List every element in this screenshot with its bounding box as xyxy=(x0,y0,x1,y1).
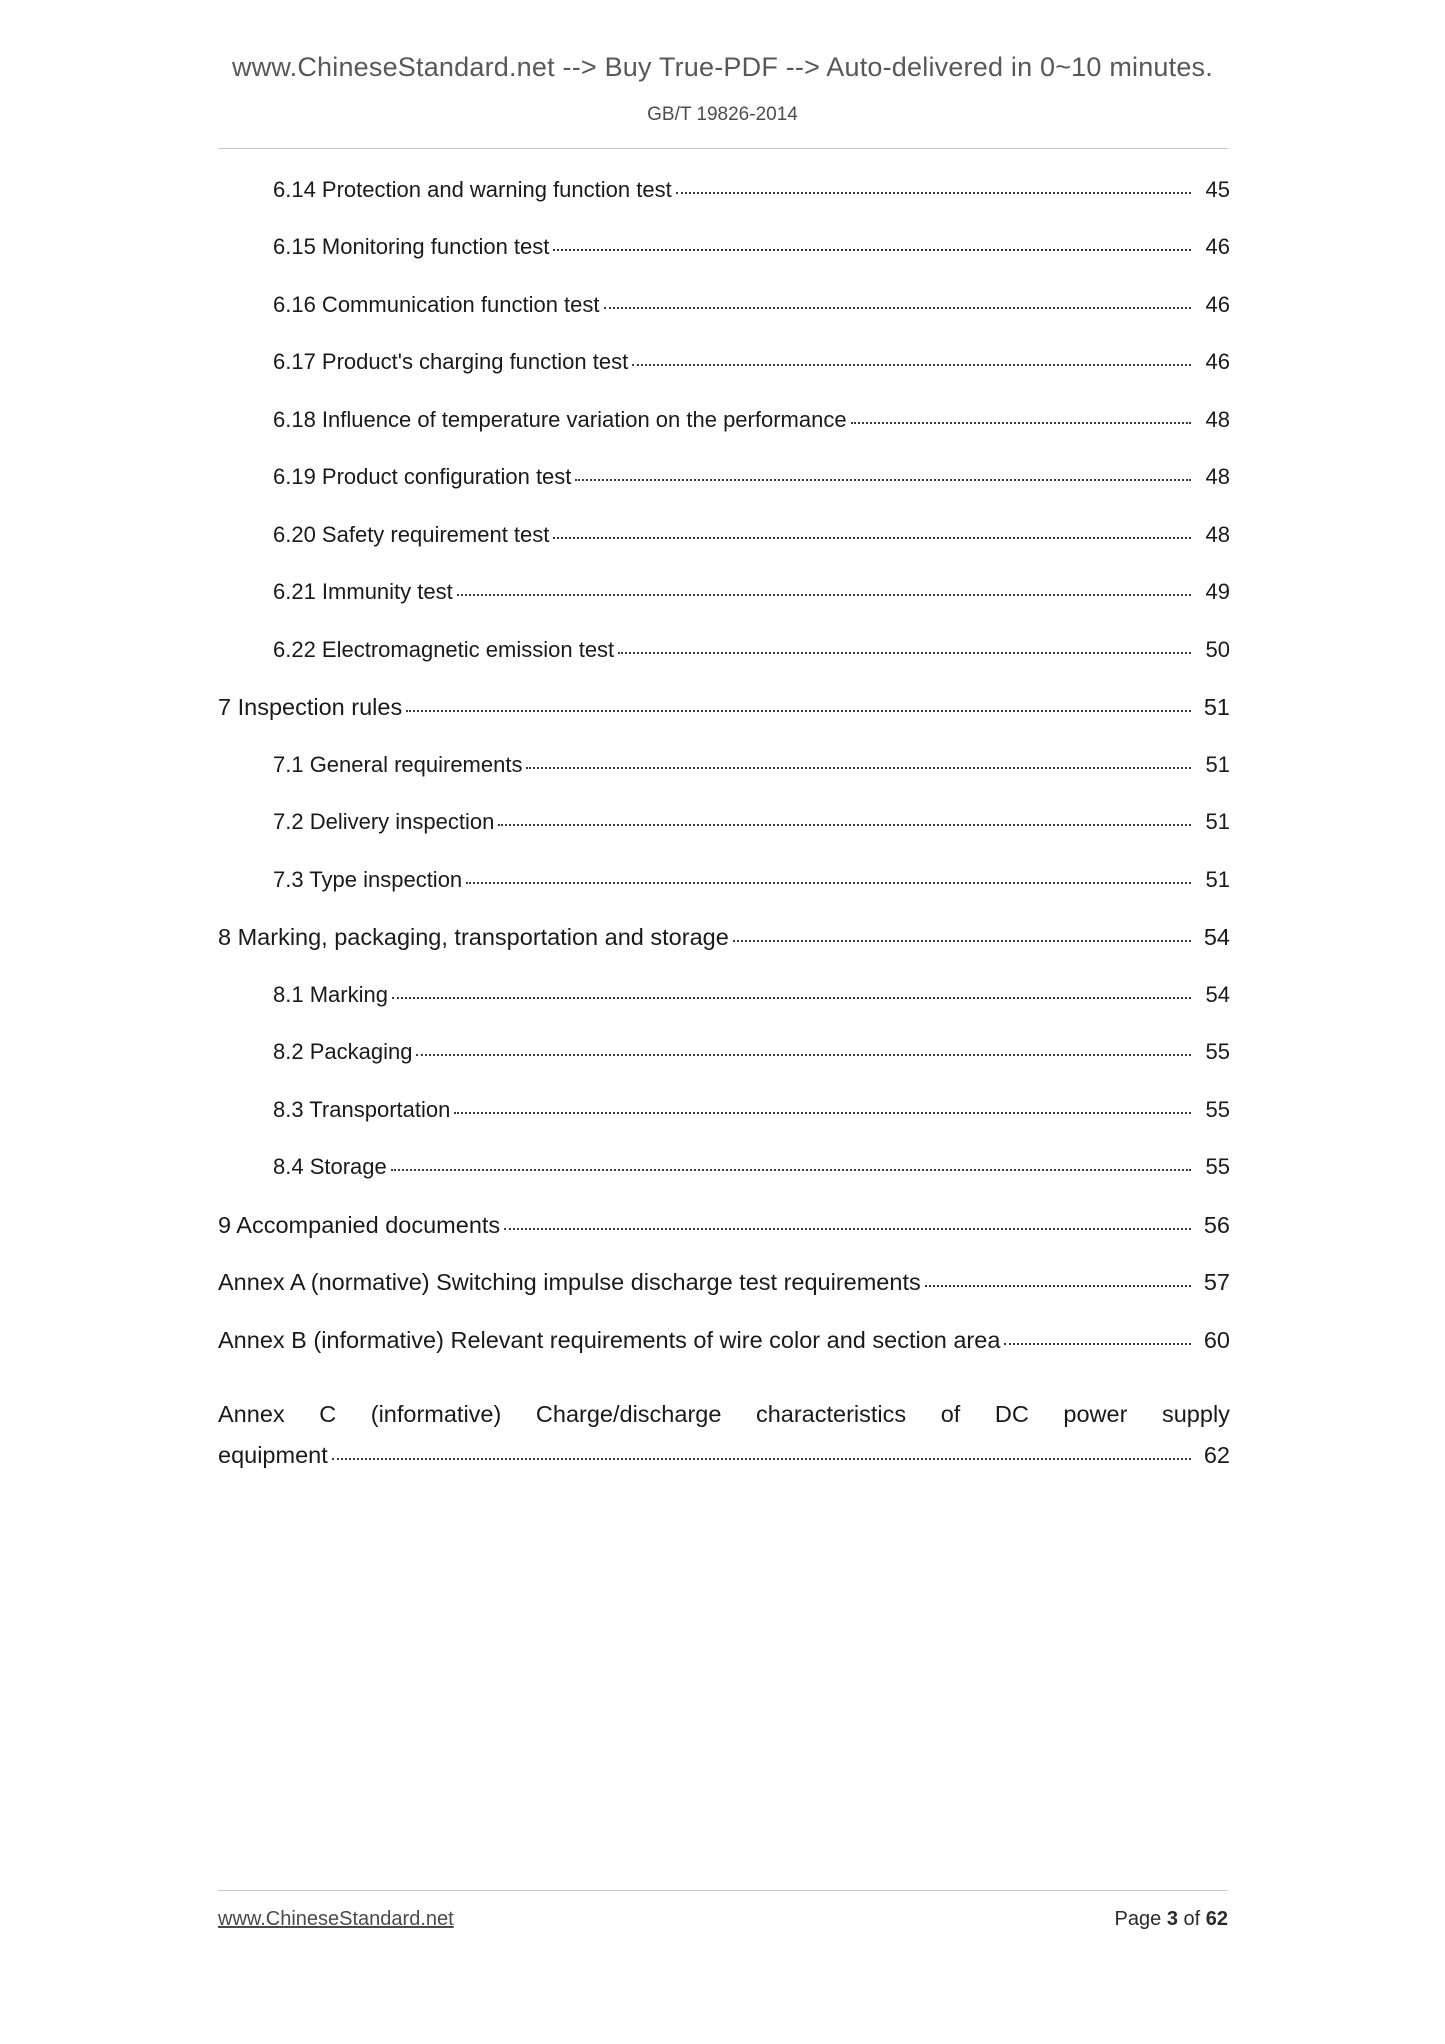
toc-entry-page: 51 xyxy=(1205,751,1230,777)
toc-entry[interactable] xyxy=(218,868,1230,926)
toc-leader-dots xyxy=(553,520,1191,539)
toc-entry[interactable] xyxy=(218,1213,1230,1271)
toc-entry-label: 6.17 Product's charging function test xyxy=(273,349,629,374)
toc-entry-label: 8.3 Transportation xyxy=(273,1096,451,1122)
toc-leader-dots xyxy=(733,923,1191,943)
toc-entry-label: 6.20 Safety requirement test xyxy=(273,521,550,547)
toc-entry[interactable] xyxy=(218,466,1230,524)
toc-entry[interactable] xyxy=(218,1328,1230,1386)
footer-page-prefix: Page xyxy=(1114,1908,1162,1930)
toc-entry-label: 7.3 Type inspection xyxy=(273,866,463,892)
toc-entry-label: 6.21 Immunity test xyxy=(273,579,453,604)
toc-entry-label: 7 Inspection rules xyxy=(218,694,403,721)
header-divider xyxy=(218,148,1228,149)
toc-leader-dots xyxy=(466,865,1191,884)
toc-leader-dots xyxy=(925,1268,1191,1288)
toc-leader-dots xyxy=(604,290,1191,309)
toc-entry-page: 60 xyxy=(1203,1326,1230,1353)
toc-entry-page: 50 xyxy=(1205,636,1230,662)
toc-entry-label: 7.2 Delivery inspection xyxy=(273,809,495,834)
footer-divider xyxy=(218,1890,1228,1891)
footer-site-link[interactable]: www.ChineseStandard.net xyxy=(218,1908,454,1930)
toc-entry-label: Annex B (informative) Relevant requirements of wire color and section area xyxy=(218,1326,1001,1353)
toc-leader-dots xyxy=(553,233,1191,252)
toc-entry-label: 6.16 Communication function test xyxy=(273,291,600,317)
watermark-banner: www.ChineseStandard.net --> Buy True-PDF --> Auto-delivered in 0~10 minutes. xyxy=(232,52,1213,82)
toc-entry-label: 8 Marking, packaging, transportation and storage xyxy=(218,924,729,951)
toc-entry[interactable] xyxy=(218,638,1230,696)
toc-entry-word: Annex xyxy=(218,1400,285,1427)
toc-entry-word: (informative) xyxy=(370,1400,502,1427)
toc-entry-label: equipment xyxy=(218,1441,328,1468)
footer-page-indicator xyxy=(1115,1908,1228,1931)
toc-entry[interactable] xyxy=(218,293,1230,351)
toc-entry[interactable] xyxy=(218,408,1230,466)
toc-entry-word: of xyxy=(940,1400,961,1427)
toc-entry-label: 8.2 Packaging xyxy=(273,1039,413,1064)
toc-leader-dots xyxy=(504,1210,1191,1230)
toc-leader-dots xyxy=(618,635,1191,654)
toc-leader-dots xyxy=(498,808,1191,827)
toc-entry-word: power xyxy=(1063,1400,1128,1427)
toc-leader-dots xyxy=(1004,1325,1191,1345)
toc-leader-dots xyxy=(332,1440,1191,1460)
toc-entry[interactable] xyxy=(218,1098,1230,1156)
toc-leader-dots xyxy=(406,693,1191,713)
toc-leader-dots xyxy=(392,980,1191,999)
toc-entry-annex-c-line2 xyxy=(218,1443,1230,1501)
toc-entry-page: 48 xyxy=(1205,521,1230,547)
toc-entry-page: 62 xyxy=(1203,1441,1230,1468)
toc-entry[interactable] xyxy=(218,581,1230,639)
toc-entry-page: 55 xyxy=(1205,1039,1230,1064)
toc-entry-word: DC xyxy=(994,1400,1029,1427)
toc-entry-page: 55 xyxy=(1205,1154,1230,1179)
toc-entry[interactable] xyxy=(218,236,1230,294)
toc-entry[interactable] xyxy=(218,811,1230,869)
toc-leader-dots xyxy=(676,175,1191,194)
toc-entry-label: Annex A (normative) Switching impulse discharge test requirements xyxy=(218,1269,921,1296)
toc-entry[interactable] xyxy=(218,1041,1230,1099)
toc-leader-dots xyxy=(851,405,1191,424)
toc-entry-label: 6.14 Protection and warning function test xyxy=(273,176,672,202)
toc-entry-page: 56 xyxy=(1203,1211,1230,1238)
toc-entry-page: 48 xyxy=(1205,464,1230,489)
footer-page-number: 3 xyxy=(1166,1908,1178,1930)
toc-entry[interactable] xyxy=(218,178,1230,236)
toc-entry[interactable] xyxy=(218,983,1230,1041)
toc-entry-page: 57 xyxy=(1203,1269,1230,1296)
toc-entry[interactable] xyxy=(218,753,1230,811)
toc-entry-page: 54 xyxy=(1203,924,1230,951)
toc-entry-label: 8.1 Marking xyxy=(273,981,388,1007)
page-footer xyxy=(218,1908,1228,1931)
toc-entry-label: 6.19 Product configuration test xyxy=(273,464,572,489)
toc-entry-label: 6.15 Monitoring function test xyxy=(273,234,550,259)
toc-entry[interactable] xyxy=(218,926,1230,984)
toc-entry-word: C xyxy=(319,1400,337,1427)
standard-code: GB/T 19826-2014 xyxy=(647,104,798,125)
toc-entry[interactable] xyxy=(218,523,1230,581)
toc-entry-label: 8.4 Storage xyxy=(273,1154,387,1179)
toc-entry-page: 46 xyxy=(1205,234,1230,259)
toc-leader-dots xyxy=(457,578,1191,597)
toc-leader-dots xyxy=(454,1095,1191,1114)
toc-entry-label: 7.1 General requirements xyxy=(273,751,523,777)
table-of-contents xyxy=(218,178,1230,1501)
toc-leader-dots xyxy=(526,750,1191,769)
toc-entry-page: 51 xyxy=(1203,694,1230,721)
toc-entry-label: 6.18 Influence of temperature variation on the performance xyxy=(273,406,847,432)
toc-entry-page: 51 xyxy=(1205,809,1230,834)
toc-entry-word: characteristics xyxy=(755,1400,907,1427)
footer-page-of: of xyxy=(1183,1908,1201,1930)
toc-leader-dots xyxy=(575,463,1191,482)
toc-entry-label: 9 Accompanied documents xyxy=(218,1211,501,1238)
toc-entry-page: 49 xyxy=(1205,579,1230,604)
toc-leader-dots xyxy=(391,1153,1191,1172)
toc-entry-annex-c-line1 xyxy=(218,1386,1230,1444)
toc-entry-page: 46 xyxy=(1205,291,1230,317)
toc-leader-dots xyxy=(632,348,1191,367)
toc-leader-dots xyxy=(416,1038,1191,1057)
toc-entry-page: 45 xyxy=(1205,176,1230,202)
toc-entry-page: 51 xyxy=(1205,866,1230,892)
toc-entry-page: 46 xyxy=(1205,349,1230,374)
footer-page-total: 62 xyxy=(1205,1908,1228,1930)
toc-entry-page: 55 xyxy=(1205,1096,1230,1122)
toc-entry-label: 6.22 Electromagnetic emission test xyxy=(273,636,615,662)
toc-entry-annex-c[interactable] xyxy=(218,1386,1230,1501)
toc-entry-page: 54 xyxy=(1205,981,1230,1007)
toc-entry[interactable] xyxy=(218,1156,1230,1214)
toc-entry[interactable] xyxy=(218,696,1230,754)
toc-entry[interactable] xyxy=(218,1271,1230,1329)
toc-entry-word: Charge/discharge xyxy=(535,1400,722,1427)
toc-entry-word: supply xyxy=(1161,1400,1230,1427)
toc-entry[interactable] xyxy=(218,351,1230,409)
toc-entry-page: 48 xyxy=(1205,406,1230,432)
